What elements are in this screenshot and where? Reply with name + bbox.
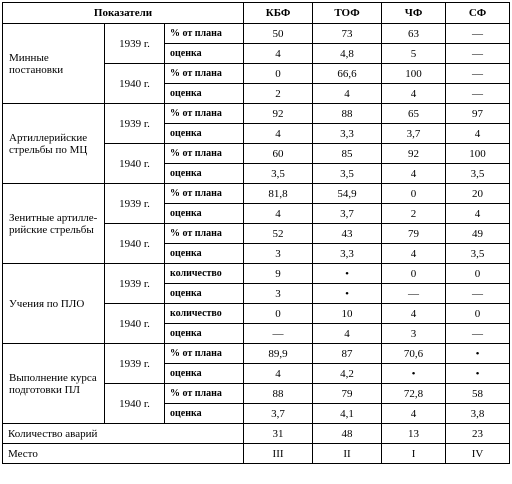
metric-label: оценка (165, 84, 244, 104)
value-tof: 4,8 (313, 44, 382, 64)
value-tof: 3,7 (313, 204, 382, 224)
header-indicators: Показатели (3, 3, 244, 24)
value-sf: 58 (446, 384, 510, 404)
summary-value-tof: 48 (313, 424, 382, 444)
value-chf: 4 (382, 244, 446, 264)
value-tof: • (313, 284, 382, 304)
table-row (3, 344, 510, 364)
indicator-name: Зенитные артилле-рийские стрельбы (3, 184, 105, 264)
value-kbf: 52 (244, 224, 313, 244)
value-tof: 3,5 (313, 164, 382, 184)
header-sf: СФ (446, 3, 510, 24)
value-kbf: 81,8 (244, 184, 313, 204)
value-kbf: 4 (244, 44, 313, 64)
year-label: 1939 г. (105, 24, 165, 64)
value-sf: • (446, 344, 510, 364)
table-body (3, 24, 510, 464)
value-kbf: 9 (244, 264, 313, 284)
value-chf: 4 (382, 164, 446, 184)
value-chf: 5 (382, 44, 446, 64)
metric-label: оценка (165, 124, 244, 144)
value-chf: — (382, 284, 446, 304)
year-label: 1940 г. (105, 384, 165, 424)
value-sf: • (446, 364, 510, 384)
value-kbf: 3 (244, 284, 313, 304)
header-kbf: КБФ (244, 3, 313, 24)
value-kbf: — (244, 324, 313, 344)
value-sf: — (446, 24, 510, 44)
value-tof: 73 (313, 24, 382, 44)
metric-label: % от плана (165, 24, 244, 44)
header-row (3, 3, 510, 24)
year-label: 1940 г. (105, 224, 165, 264)
table-row (3, 104, 510, 124)
indicator-name: Артиллерийские стрельбы по МЦ (3, 104, 105, 184)
value-chf: 4 (382, 84, 446, 104)
year-label: 1939 г. (105, 184, 165, 224)
value-tof: 79 (313, 384, 382, 404)
summary-row (3, 444, 510, 464)
year-label: 1939 г. (105, 344, 165, 384)
summary-label: Количество аварий (3, 424, 244, 444)
value-sf: 49 (446, 224, 510, 244)
table-row (3, 264, 510, 284)
value-kbf: 3,7 (244, 404, 313, 424)
summary-value-chf: I (382, 444, 446, 464)
metric-label: % от плана (165, 144, 244, 164)
fleet-performance-table-wrapper (2, 2, 510, 464)
value-sf: — (446, 44, 510, 64)
value-sf: — (446, 324, 510, 344)
value-sf: 3,5 (446, 244, 510, 264)
metric-label: % от плана (165, 64, 244, 84)
indicator-name: Минные постановки (3, 24, 105, 104)
value-kbf: 2 (244, 84, 313, 104)
value-tof: 85 (313, 144, 382, 164)
value-chf: 3,7 (382, 124, 446, 144)
value-tof: 4,2 (313, 364, 382, 384)
value-sf: 3,8 (446, 404, 510, 424)
summary-value-kbf: III (244, 444, 313, 464)
value-chf: 4 (382, 404, 446, 424)
summary-value-kbf: 31 (244, 424, 313, 444)
value-chf: 4 (382, 304, 446, 324)
value-kbf: 3,5 (244, 164, 313, 184)
value-kbf: 4 (244, 364, 313, 384)
value-sf: 100 (446, 144, 510, 164)
value-kbf: 0 (244, 304, 313, 324)
fleet-performance-table (2, 2, 510, 464)
metric-label: оценка (165, 324, 244, 344)
metric-label: оценка (165, 364, 244, 384)
summary-value-sf: IV (446, 444, 510, 464)
metric-label: оценка (165, 204, 244, 224)
value-kbf: 60 (244, 144, 313, 164)
value-sf: 97 (446, 104, 510, 124)
value-chf: 72,8 (382, 384, 446, 404)
value-sf: 0 (446, 304, 510, 324)
year-label: 1939 г. (105, 264, 165, 304)
value-tof: 4 (313, 324, 382, 344)
value-tof: 43 (313, 224, 382, 244)
value-chf: • (382, 364, 446, 384)
value-tof: 10 (313, 304, 382, 324)
table-row (3, 24, 510, 44)
value-tof: 66,6 (313, 64, 382, 84)
value-tof: 87 (313, 344, 382, 364)
value-chf: 2 (382, 204, 446, 224)
summary-row (3, 424, 510, 444)
value-chf: 0 (382, 184, 446, 204)
summary-value-chf: 13 (382, 424, 446, 444)
summary-value-sf: 23 (446, 424, 510, 444)
value-sf: 4 (446, 124, 510, 144)
year-label: 1940 г. (105, 64, 165, 104)
indicator-name: Выполнение курса подготовки ПЛ (3, 344, 105, 424)
value-chf: 3 (382, 324, 446, 344)
value-sf: 4 (446, 204, 510, 224)
value-kbf: 4 (244, 124, 313, 144)
metric-label: оценка (165, 244, 244, 264)
metric-label: количество (165, 304, 244, 324)
value-chf: 79 (382, 224, 446, 244)
summary-label: Место (3, 444, 244, 464)
year-label: 1940 г. (105, 144, 165, 184)
value-kbf: 3 (244, 244, 313, 264)
value-kbf: 92 (244, 104, 313, 124)
value-sf: — (446, 64, 510, 84)
header-chf: ЧФ (382, 3, 446, 24)
value-sf: 0 (446, 264, 510, 284)
value-tof: 4,1 (313, 404, 382, 424)
value-kbf: 4 (244, 204, 313, 224)
metric-label: % от плана (165, 224, 244, 244)
value-chf: 100 (382, 64, 446, 84)
year-label: 1940 г. (105, 304, 165, 344)
value-sf: 20 (446, 184, 510, 204)
value-tof: 54,9 (313, 184, 382, 204)
value-kbf: 88 (244, 384, 313, 404)
metric-label: количество (165, 264, 244, 284)
value-sf: 3,5 (446, 164, 510, 184)
value-chf: 0 (382, 264, 446, 284)
metric-label: оценка (165, 44, 244, 64)
metric-label: % от плана (165, 184, 244, 204)
value-sf: — (446, 84, 510, 104)
summary-value-tof: II (313, 444, 382, 464)
value-kbf: 0 (244, 64, 313, 84)
metric-label: % от плана (165, 104, 244, 124)
value-tof: 4 (313, 84, 382, 104)
value-kbf: 89,9 (244, 344, 313, 364)
indicator-name: Учения по ПЛО (3, 264, 105, 344)
table-row (3, 184, 510, 204)
value-tof: 88 (313, 104, 382, 124)
value-tof: 3,3 (313, 244, 382, 264)
metric-label: оценка (165, 164, 244, 184)
metric-label: оценка (165, 284, 244, 304)
value-chf: 63 (382, 24, 446, 44)
value-tof: • (313, 264, 382, 284)
value-tof: 3,3 (313, 124, 382, 144)
value-kbf: 50 (244, 24, 313, 44)
value-sf: — (446, 284, 510, 304)
metric-label: оценка (165, 404, 244, 424)
metric-label: % от плана (165, 384, 244, 404)
header-tof: ТОФ (313, 3, 382, 24)
year-label: 1939 г. (105, 104, 165, 144)
metric-label: % от плана (165, 344, 244, 364)
value-chf: 65 (382, 104, 446, 124)
value-chf: 92 (382, 144, 446, 164)
value-chf: 70,6 (382, 344, 446, 364)
